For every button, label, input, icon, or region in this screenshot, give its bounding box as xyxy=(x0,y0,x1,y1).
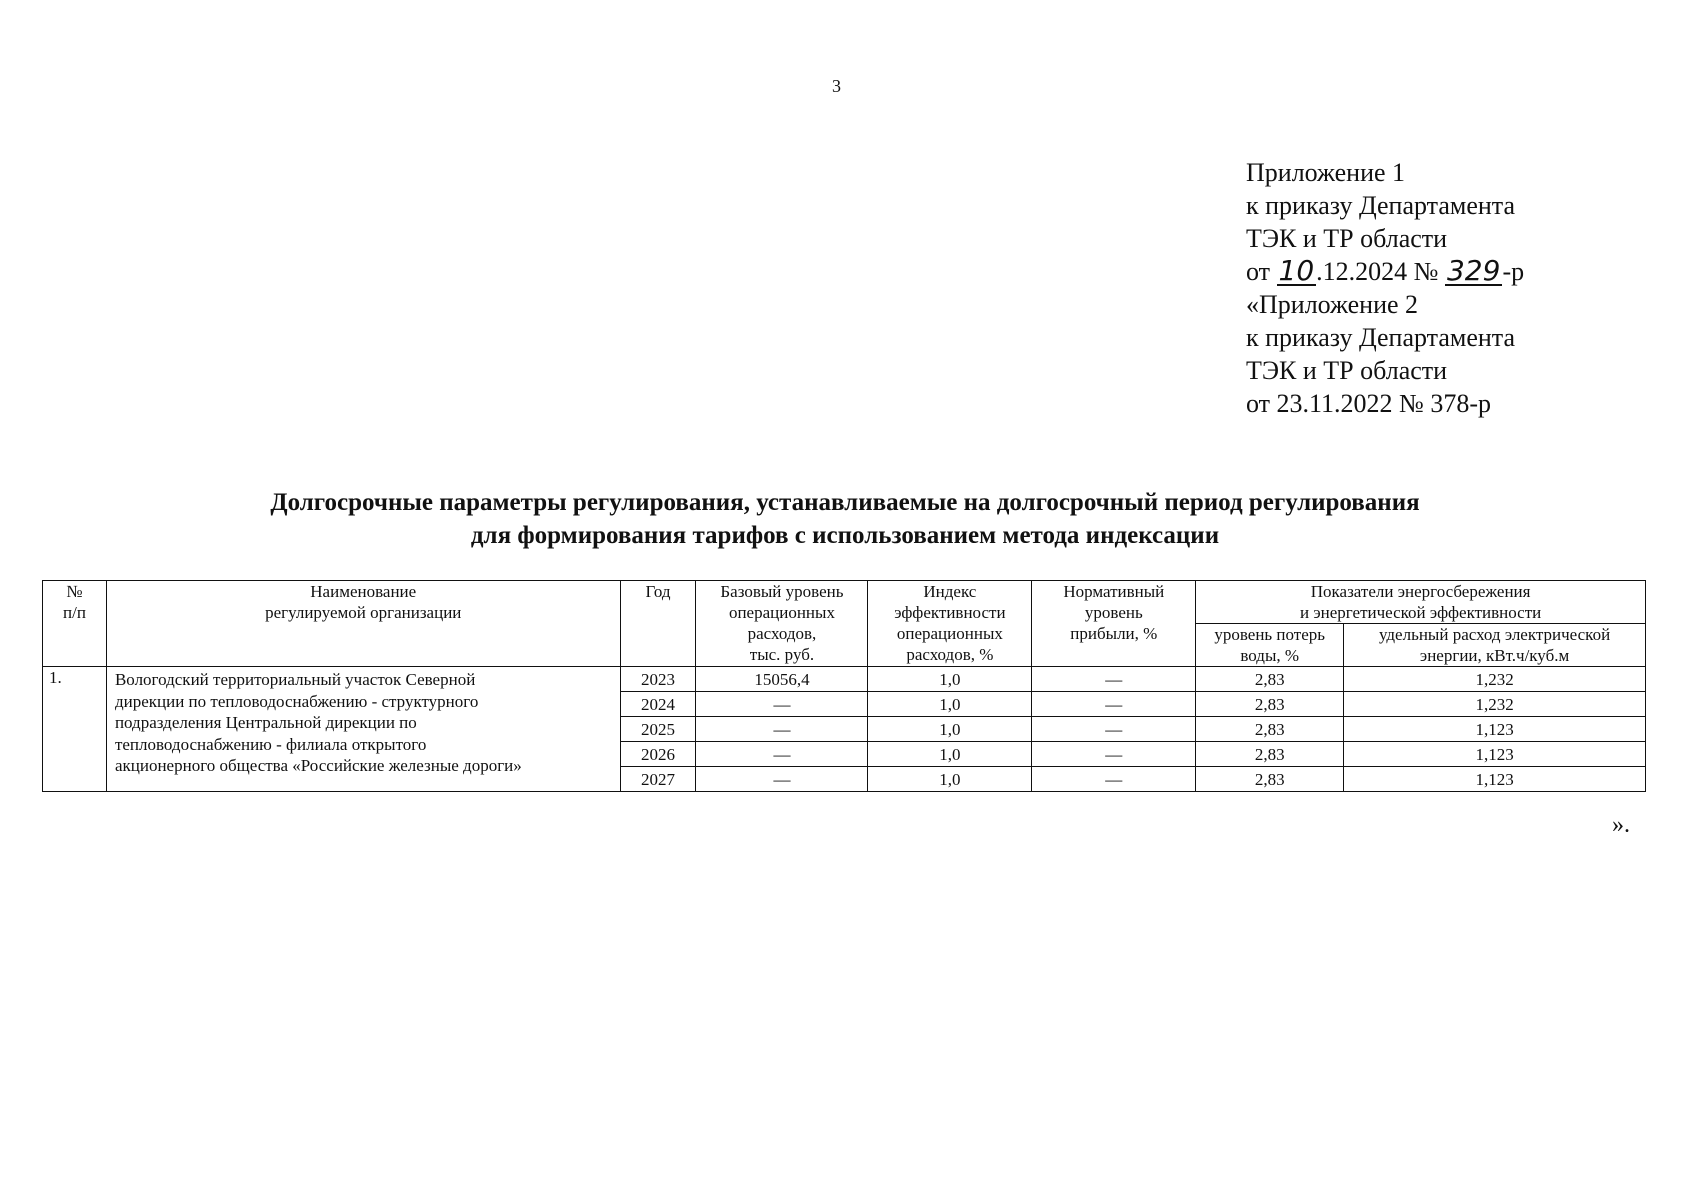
appendix-line: Приложение 1 xyxy=(1246,158,1406,187)
header-number: № п/п xyxy=(43,581,107,667)
profit-cell: — xyxy=(1032,767,1196,792)
year-cell: 2024 xyxy=(620,692,696,717)
header-efficiency-index: Индекс эффективности операционных расходов, % xyxy=(868,581,1032,667)
index-cell: 1,0 xyxy=(868,767,1032,792)
power-cell: 1,232 xyxy=(1344,692,1646,717)
handwritten-order-number: 329 xyxy=(1446,254,1501,287)
header-organization: Наименование регулируемой организации xyxy=(106,581,620,667)
page-number: 3 xyxy=(832,76,841,96)
date-prefix: от xyxy=(1246,257,1277,286)
profit-cell: — xyxy=(1032,717,1196,742)
appendix-date-line xyxy=(1246,255,1524,288)
year-cell: 2027 xyxy=(620,767,696,792)
profit-cell: — xyxy=(1032,667,1196,692)
header-year: Год xyxy=(620,581,696,667)
title-line: Долгосрочные параметры регулирования, устанавливаемые на долгосрочный период регулирования xyxy=(270,489,1420,516)
loss-cell: 2,83 xyxy=(1196,667,1344,692)
table-row xyxy=(43,667,1646,692)
appendix-line: от 23.11.2022 № 378-р xyxy=(1246,389,1492,418)
loss-cell: 2,83 xyxy=(1196,692,1344,717)
power-cell: 1,123 xyxy=(1344,742,1646,767)
organization-name: Вологодский территориальный участок Северной дирекции по тепловодоснабжению - структурного подразделения Центральной дирекции по тепловодоснабжению - филиала открытого акционерного общества «Российские железные дороги» xyxy=(106,667,620,792)
appendix-block xyxy=(1246,156,1524,420)
order-suffix: -р xyxy=(1502,257,1525,286)
index-cell: 1,0 xyxy=(868,717,1032,742)
profit-cell: — xyxy=(1032,692,1196,717)
header-power-consumption: удельный расход электрической энергии, кВт.ч/куб.м xyxy=(1344,624,1646,667)
year-cell: 2026 xyxy=(620,742,696,767)
base-cell: 15056,4 xyxy=(696,667,868,692)
handwritten-day: 10 xyxy=(1278,254,1315,287)
index-cell: 1,0 xyxy=(868,742,1032,767)
header-base-level: Базовый уровень операционных расходов, тыс. руб. xyxy=(696,581,868,667)
appendix-line: ТЭК и ТР области xyxy=(1246,224,1448,253)
power-cell: 1,123 xyxy=(1344,767,1646,792)
base-cell: — xyxy=(696,767,868,792)
appendix-line: ТЭК и ТР области xyxy=(1246,356,1448,385)
year-cell: 2025 xyxy=(620,717,696,742)
date-mid: .12.2024 № xyxy=(1316,257,1445,286)
header-profit-level: Нормативный уровень прибыли, % xyxy=(1032,581,1196,667)
closing-quote-mark: ». xyxy=(1612,812,1630,838)
profit-cell: — xyxy=(1032,742,1196,767)
loss-cell: 2,83 xyxy=(1196,767,1344,792)
index-cell: 1,0 xyxy=(868,692,1032,717)
base-cell: — xyxy=(696,692,868,717)
loss-cell: 2,83 xyxy=(1196,742,1344,767)
title-line: для формирования тарифов с использованием метода индексации xyxy=(470,522,1220,549)
power-cell: 1,123 xyxy=(1344,717,1646,742)
document-title xyxy=(60,486,1630,552)
base-cell: — xyxy=(696,717,868,742)
row-number: 1. xyxy=(43,667,107,792)
appendix-line: к приказу Департамента xyxy=(1246,323,1516,352)
loss-cell: 2,83 xyxy=(1196,717,1344,742)
base-cell: — xyxy=(696,742,868,767)
parameters-table xyxy=(42,580,1646,792)
appendix-line: к приказу Департамента xyxy=(1246,191,1516,220)
power-cell: 1,232 xyxy=(1344,667,1646,692)
index-cell: 1,0 xyxy=(868,667,1032,692)
header-water-loss: уровень потерь воды, % xyxy=(1196,624,1344,667)
appendix-line: «Приложение 2 xyxy=(1246,290,1419,319)
year-cell: 2023 xyxy=(620,667,696,692)
header-energy-indicators: Показатели энергосбережения и энергетической эффективности xyxy=(1196,581,1646,624)
